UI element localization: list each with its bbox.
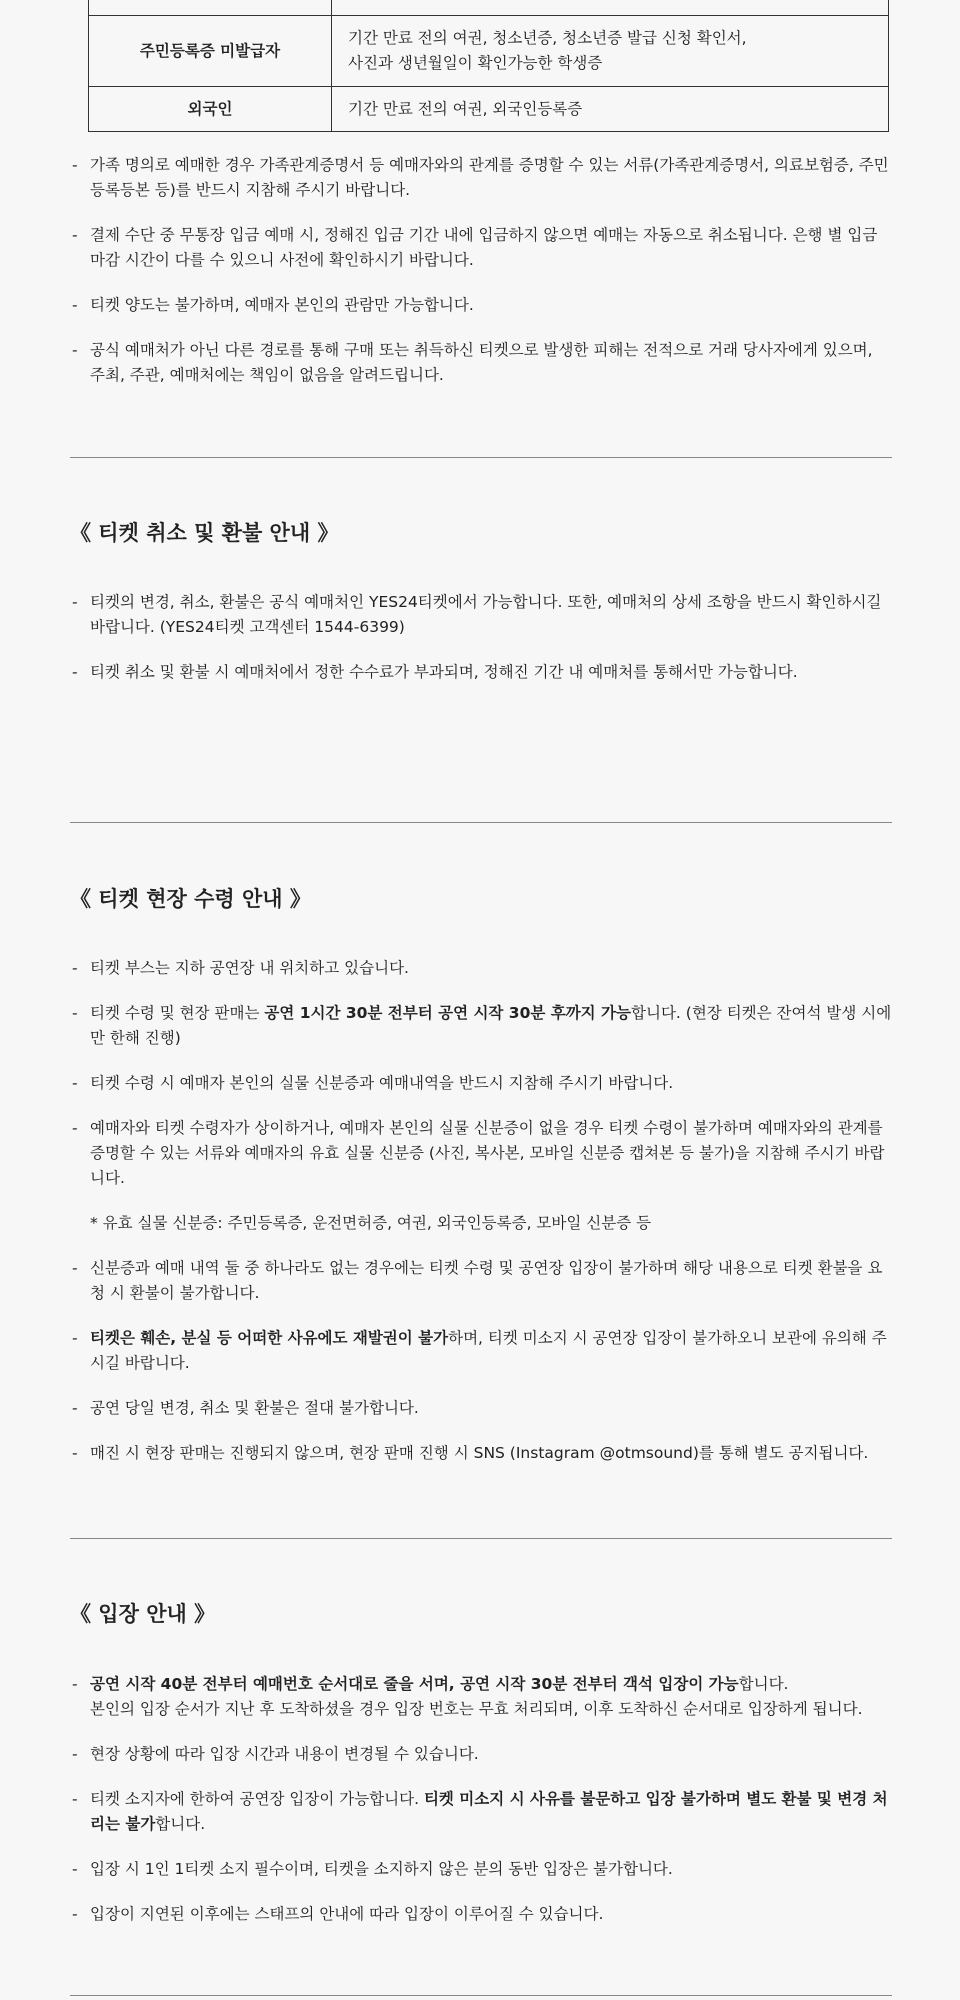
list-item: - 티켓 취소 및 환불 시 예매처에서 정한 수수료가 부과되며, 정해진 기간 내 예매처를 통해서만 가능합니다.: [70, 660, 892, 685]
section-divider: [70, 822, 892, 823]
id-note: * 유효 실물 신분증: 주민등록증, 운전면허증, 여권, 외국인등록증, 모바일 신분증 등: [90, 1214, 652, 1232]
booking-notes-list: [70, 153, 892, 408]
entry-list: [70, 1672, 892, 1947]
section-title-refund: 《 티켓 취소 및 환불 안내 》: [70, 521, 339, 545]
list-item: - 결제 수단 중 무통장 입금 예매 시, 정해진 입금 기간 내에 입금하지 않으면 예매는 자동으로 취소됩니다. 은행 별 입금 마감 시간이 다를 수 있으니 사전에 확인하시기 바랍니다.: [70, 223, 892, 273]
table-cell-line: 사진과 생년월일이 확인가능한 학생증: [348, 54, 603, 72]
bold-text: 공연 시작 40분 전부터 예매번호 순서대로 줄을 서며, 공연 시작 30분 전부터 객석 입장이 가능: [90, 1675, 739, 1693]
text-span: 본인의 입장 순서가 지난 후 도착하셨을 경우 입장 번호는 무효 처리되며, 이후 도착하신 순서대로 입장하게 됩니다.: [90, 1700, 863, 1718]
list-item: - 가족 명의로 예매한 경우 가족관계증명서 등 예매자와의 관계를 증명할 수 있는 서류(가족관계증명서, 의료보험증, 주민등록등본 등)를 반드시 지참해 주시기 바랍니다.: [70, 153, 892, 203]
list-item: - 티켓 양도는 불가하며, 예매자 본인의 관람만 가능합니다.: [70, 293, 892, 318]
pickup-list: [70, 956, 892, 1486]
text-span: 티켓 소지자에 한하여 공연장 입장이 가능합니다.: [90, 1790, 424, 1808]
bold-text: 티켓 미소지 시 사유를 불문하고 입장 불가하며 별도 환불 및 변경 처리는 불가: [90, 1790, 888, 1833]
list-item: - 티켓 부스는 지하 공연장 내 위치하고 있습니다.: [70, 956, 892, 981]
table-cell-line: 기간 만료 전의 여권, 청소년증, 청소년증 발급 신청 확인서,: [348, 29, 747, 47]
table-cell-key: 외국인: [89, 87, 332, 132]
refund-list: [70, 590, 892, 705]
table-row: [89, 0, 889, 16]
table-row: [89, 87, 889, 132]
table-cell-key: 주민등록증 미발급자: [89, 16, 332, 87]
section-divider: [70, 457, 892, 458]
list-item: [70, 1787, 892, 1837]
id-document-table: [88, 0, 889, 132]
list-item: - 공식 예매처가 아닌 다른 경로를 통해 구매 또는 취득하신 티켓으로 발생한 피해는 전적으로 거래 당사자에게 있으며, 주최, 주관, 예매처에는 책임이 없음을 알려드립니다.: [70, 338, 892, 388]
list-item: - 매진 시 현장 판매는 진행되지 않으며, 현장 판매 진행 시 SNS (Instagram @otmsound)를 통해 별도 공지됩니다.: [70, 1441, 892, 1466]
section-divider: [70, 1995, 892, 1996]
bold-text: 공연 1시간 30분 전부터 공연 시작 30분 후까지 가능: [264, 1004, 631, 1022]
list-item: - 공연 당일 변경, 취소 및 환불은 절대 불가합니다.: [70, 1396, 892, 1421]
text-span: 티켓 수령 및 현장 판매는: [90, 1004, 265, 1022]
table-cell-key: [89, 0, 332, 16]
list-item: - 입장 시 1인 1티켓 소지 필수이며, 티켓을 소지하지 않은 분의 동반 입장은 불가합니다.: [70, 1857, 892, 1882]
list-item: - 현장 상황에 따라 입장 시간과 내용이 변경될 수 있습니다.: [70, 1742, 892, 1767]
list-item: - 신분증과 예매 내역 둘 중 하나라도 없는 경우에는 티켓 수령 및 공연장 입장이 불가하며 해당 내용으로 티켓 환불을 요청 시 환불이 불가합니다.: [70, 1256, 892, 1306]
section-title-entry: 《 입장 안내 》: [70, 1602, 216, 1626]
table-cell-value: 기간 만료 전의 여권, 외국인등록증: [332, 87, 889, 132]
list-item: - 입장이 지연된 이후에는 스태프의 안내에 따라 입장이 이루어질 수 있습니다.: [70, 1902, 892, 1927]
table-row: [89, 16, 889, 87]
list-item: [70, 1001, 892, 1051]
section-divider: [70, 1538, 892, 1539]
text-span: 합니다.: [155, 1815, 206, 1833]
text-span: 합니다.: [738, 1675, 789, 1693]
list-item: [70, 1672, 892, 1722]
list-item: - 예매자와 티켓 수령자가 상이하거나, 예매자 본인의 실물 신분증이 없을 경우 티켓 수령이 불가하며 예매자와의 관계를 증명할 수 있는 서류와 예매자의 유효 실물 신분증 (사진, 복사본, 모바일 신분증 캡쳐본 등 불가)을 지참해 주시기 바랍니다.: [70, 1116, 892, 1191]
table-cell-value: [332, 16, 889, 87]
bold-text: 티켓은 훼손, 분실 등 어떠한 사유에도 재발권이 불가: [90, 1329, 449, 1347]
list-item: - 티켓의 변경, 취소, 환불은 공식 예매처인 YES24티켓에서 가능합니다. 또한, 예매처의 상세 조항을 반드시 확인하시길 바랍니다. (YES24티켓 고객센터 1544-6399): [70, 590, 892, 640]
list-item: - 티켓 수령 시 예매자 본인의 실물 신분증과 예매내역을 반드시 지참해 주시기 바랍니다.: [70, 1071, 892, 1096]
section-title-pickup: 《 티켓 현장 수령 안내 》: [70, 887, 311, 911]
table-cell-value: [332, 0, 889, 16]
text-span: 하며, 티켓 미소지 시 공연장 입장이 불가하오니 보관에 유의해 주시길 바랍니다.: [90, 1329, 887, 1372]
text-span: 합니다. (현장 티켓은 잔여석 발생 시에만 한해 진행): [90, 1004, 892, 1047]
list-item: [70, 1326, 892, 1376]
